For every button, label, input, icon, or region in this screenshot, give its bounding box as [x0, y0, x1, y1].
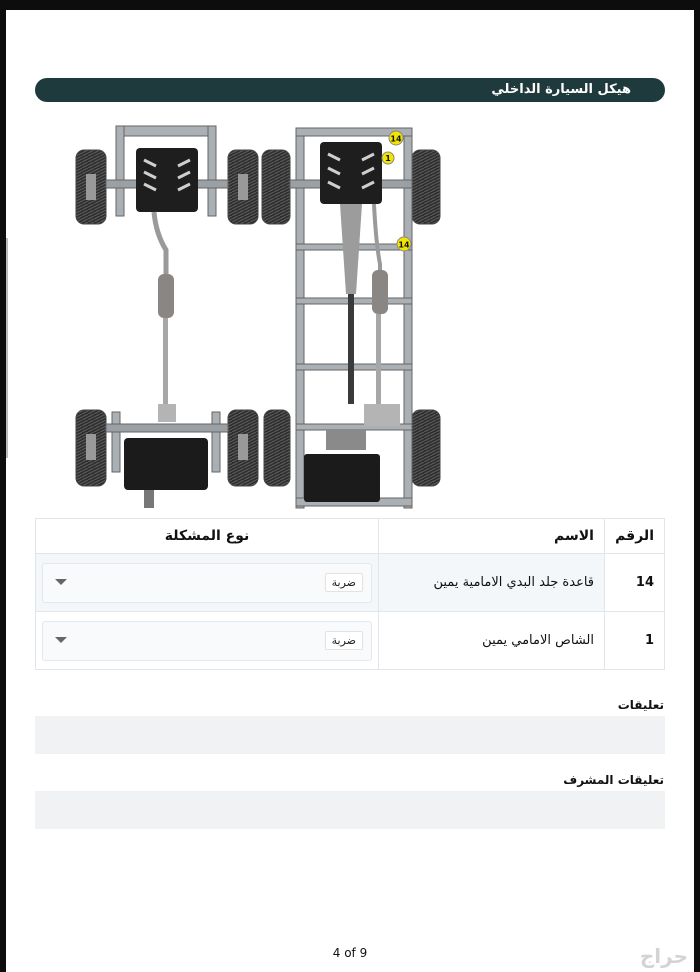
problem-type-cell: [36, 612, 379, 670]
chevron-down-icon[interactable]: [55, 637, 67, 643]
report-page: [6, 10, 694, 972]
marker-14-top: [389, 131, 403, 145]
comments-field[interactable]: [35, 716, 665, 754]
header-problem-type: نوع المشكلة: [36, 519, 379, 554]
table-row: [36, 554, 665, 612]
problem-type-select[interactable]: [42, 563, 372, 603]
watermark-logo: حراج: [639, 944, 688, 968]
engine-icon: [320, 142, 382, 204]
section-header: [35, 78, 665, 102]
problem-type-value: ضربة: [325, 631, 363, 650]
problem-type-select[interactable]: [42, 621, 372, 661]
row-number: 1: [605, 612, 665, 670]
wheel-icon: [412, 150, 440, 224]
section-title: هيكل السيارة الداخلي: [491, 82, 631, 97]
marker-14-mid: [397, 237, 411, 251]
fuel-tank-icon: [304, 454, 380, 502]
right-chassis-view: [262, 128, 440, 508]
wheel-icon: [264, 410, 290, 486]
problems-table: [35, 518, 665, 670]
catalytic-converter-icon: [158, 274, 174, 318]
wheel-icon: [412, 410, 440, 486]
header-name: الاسم: [379, 519, 605, 554]
svg-text:1: 1: [385, 154, 391, 163]
problem-type-value: ضربة: [325, 573, 363, 592]
catalytic-converter-icon: [372, 270, 388, 314]
row-number: 14: [605, 554, 665, 612]
wheel-icon: [262, 150, 290, 224]
marker-1: [382, 152, 394, 164]
row-name: قاعدة جلد البدي الامامية يمين: [379, 554, 605, 612]
comments-label: تعليقات: [617, 698, 664, 712]
header-number: الرقم: [605, 519, 665, 554]
supervisor-comments-label: تعليقات المشرف: [563, 773, 664, 787]
left-chassis-view: [76, 126, 258, 508]
table-header-row: [36, 519, 665, 554]
engine-icon: [136, 148, 198, 212]
svg-text:14: 14: [398, 240, 410, 250]
scroll-edge: [6, 238, 8, 458]
problem-type-cell: [36, 554, 379, 612]
fuel-tank-icon: [124, 438, 208, 490]
row-name: الشاص الامامي يمين: [379, 612, 605, 670]
chassis-diagram: [64, 114, 454, 512]
chevron-down-icon[interactable]: [55, 579, 67, 585]
svg-text:14: 14: [390, 134, 402, 144]
page-number: 4 of 9: [332, 946, 368, 960]
table-row: [36, 612, 665, 670]
supervisor-comments-field[interactable]: [35, 791, 665, 829]
